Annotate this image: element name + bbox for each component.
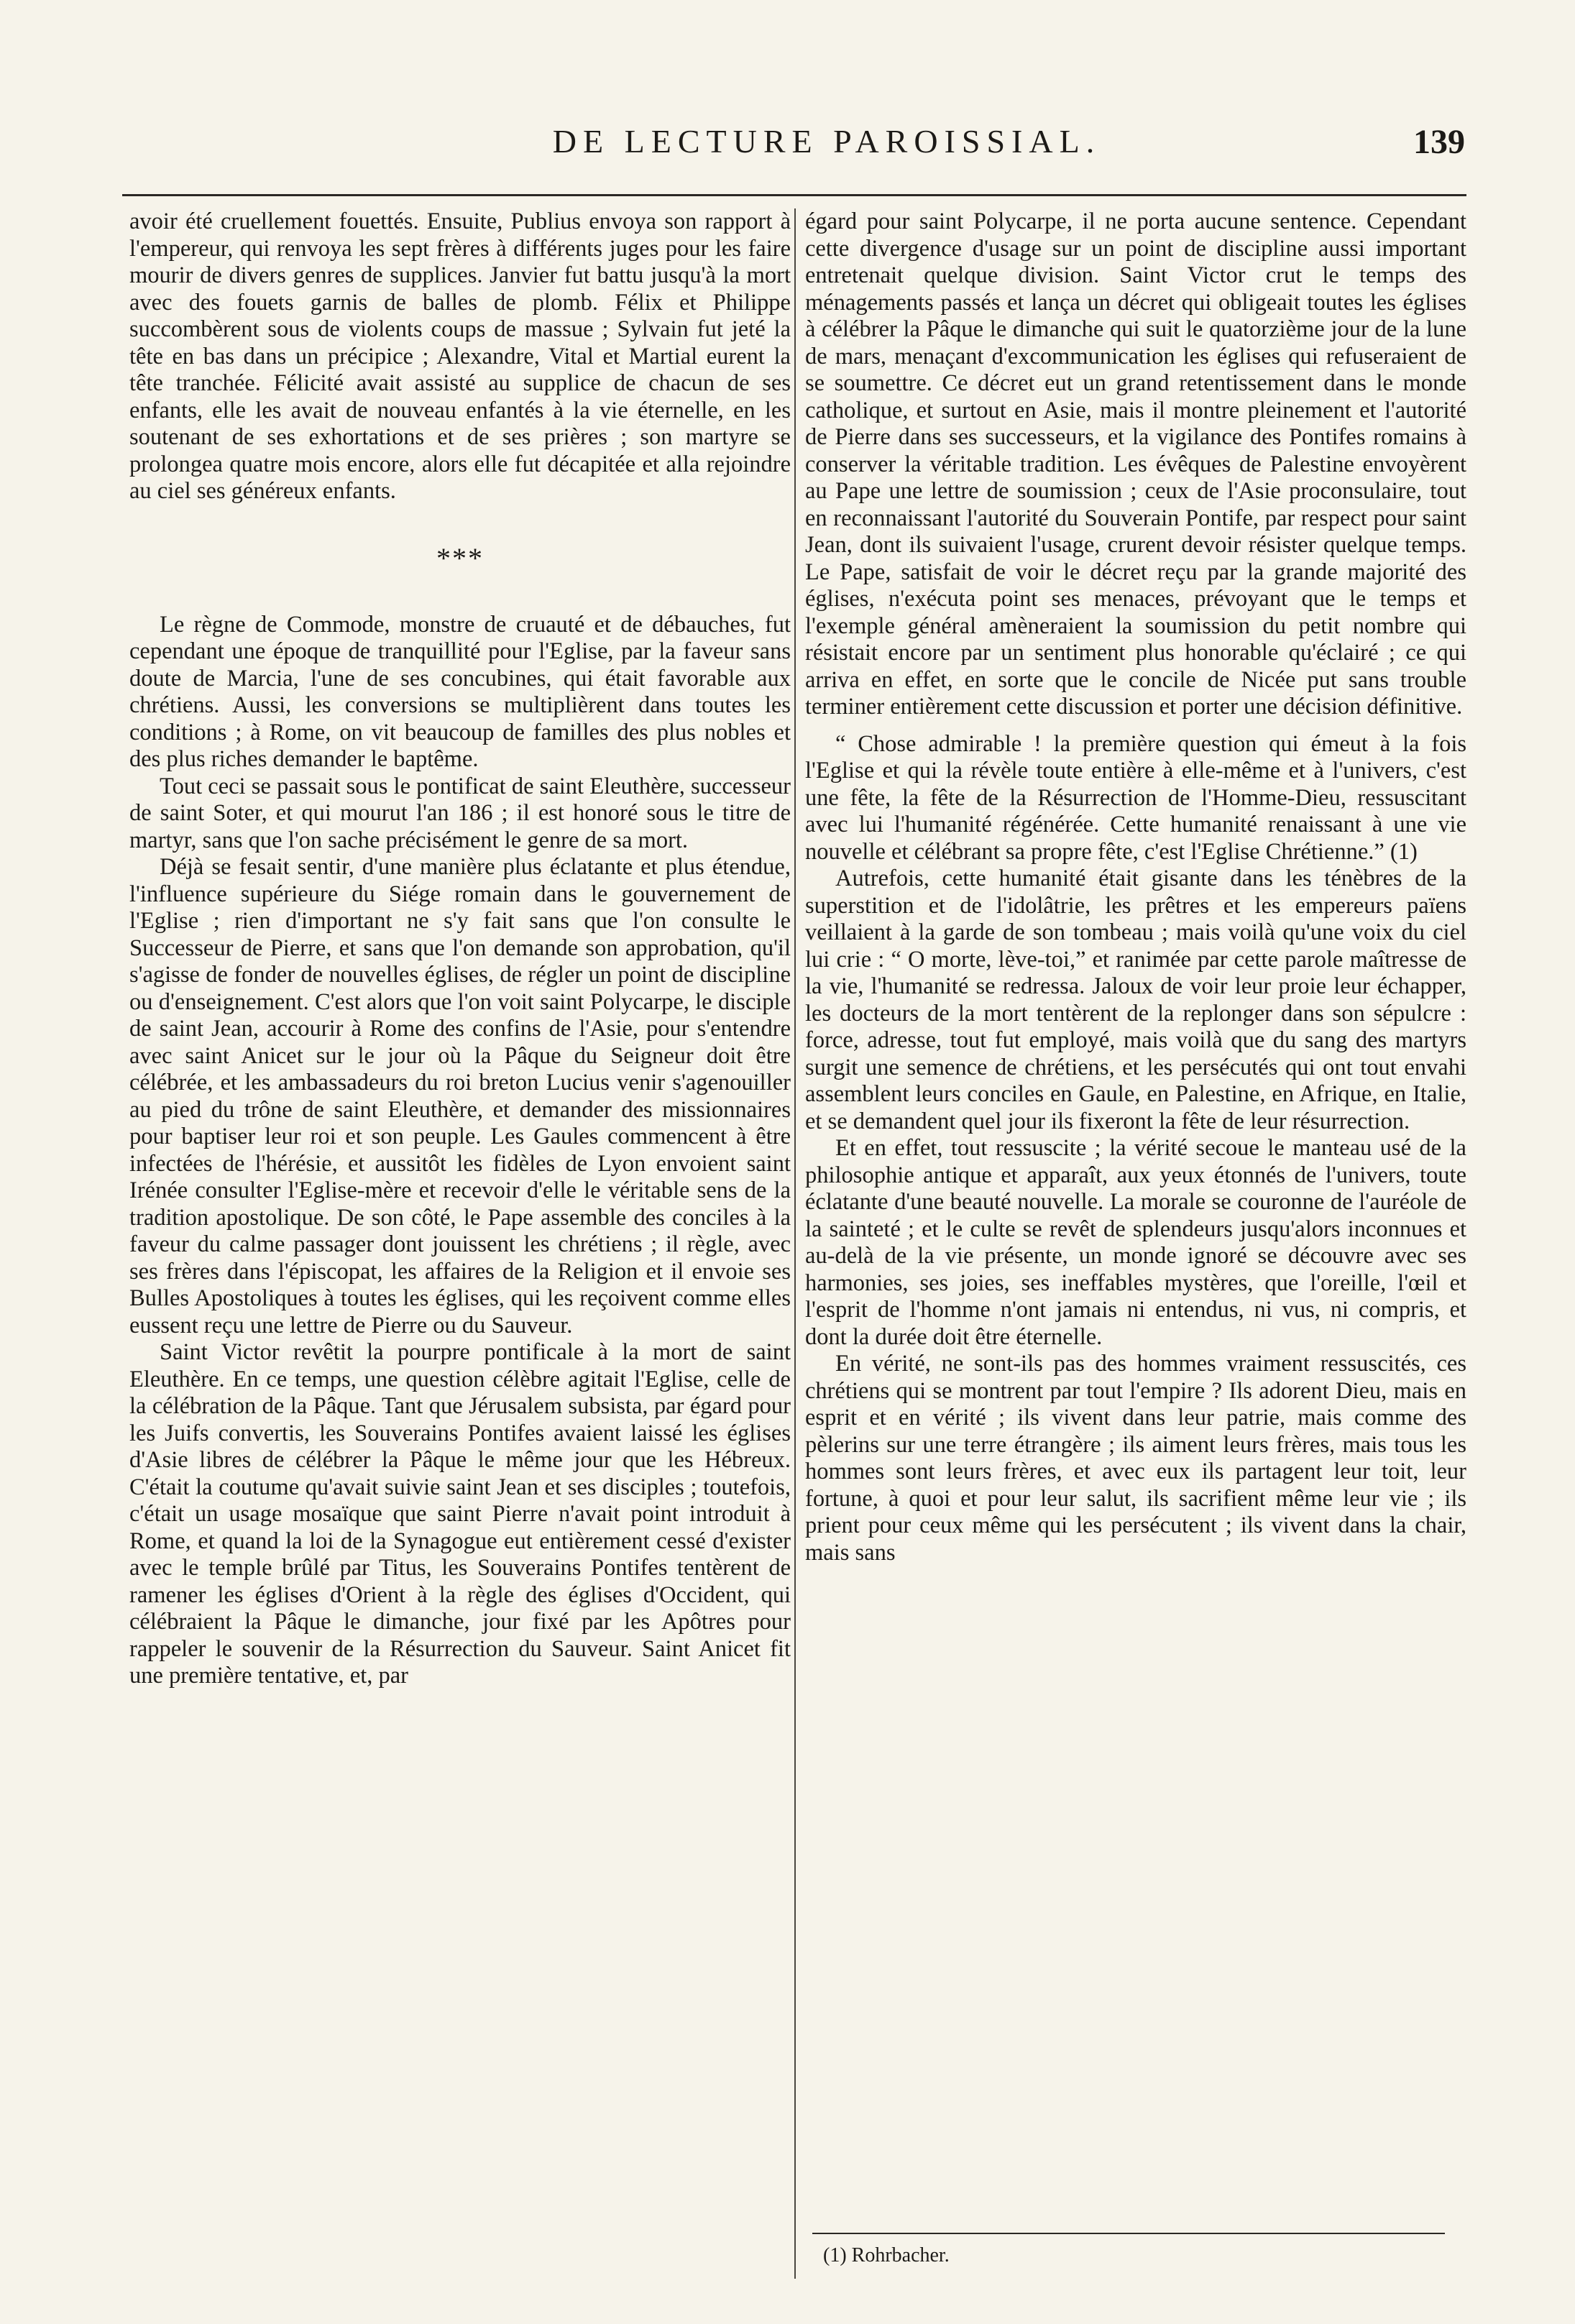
right-paragraph-4: Et en effet, tout ressuscite ; la vérité secoue le manteau usé de la philosophie antique et apparaît, aux yeux étonnés de l'univers, toute éclatante d'une beauté nouvelle. La morale se couronne de l'auréole de la sainteté ; et le culte se revêt de splendeurs jusqu'alors inconnues et au-delà de la vie présente, un monde ignoré se découvre avec ses harmonies, ses joies, ses ineffables mystères, que l'oreille, l'œil et l'esprit de l'homme n'ont jamais ni entendus, ni vus, ni compris, et dont la durée doit être éternelle.	[805, 1135, 1466, 1350]
running-head	[0, 122, 1575, 173]
left-paragraph-1: avoir été cruellement fouettés. Ensuite, Publius envoya son rapport à l'empereur, qui renvoya les sept frères à différents juges pour les faire mourir de divers genres de supplices. Janvier fut battu jusqu'à la mort avec des fouets garnis de balles de plomb. Félix et Philippe succombèrent sous de violents coups de massue ; Sylvain fut jeté la tête en bas dans un précipice ; Alexandre, Vital et Martial eurent la tête tranchée. Félicité avait assisté au supplice de chacun de ses enfants, elle les avait de nouveau enfantés à la vie éternelle, en les soutenant de ses exhortations et de ses prières ; son martyre se prolongea quatre mois encore, alors elle fut décapitée et alla rejoindre au ciel ses généreux enfants.	[129, 208, 791, 504]
left-paragraph-5: Saint Victor revêtit la pourpre pontificale à la mort de saint Eleuthère. En ce temps, une question célèbre agitait l'Eglise, celle de la célébration de la Pâque. Tant que Jérusalem subsista, par égard pour les Juifs convertis, les Souverains Pontifes avaient laissé les églises d'Asie libres de célébrer la Pâque le même jour que les Hébreux. C'était la coutume qu'avait suivie saint Jean et ses disciples ; toutefois, c'était un usage mosaïque que saint Pierre n'avait point introduit à Rome, et quand la loi de la Synagogue eut entièrement cessé d'exister avec le temple brûlé par Titus, les Souverains Pontifes tentèrent de ramener les églises d'Orient à la règle des églises d'Occident, qui célébraient la Pâque le dimanche, jour fixé par les Apôtres pour rappeler le souvenir de la Résurrection du Sauveur. Saint Anicet fit une première tentative, et, par	[129, 1339, 791, 1689]
left-paragraph-4: Déjà se fesait sentir, d'une manière plus éclatante et plus étendue, l'influence supérieure du Siége romain dans le gouvernement de l'Eglise ; rien d'important ne s'y fait sans que l'on consulte le Successeur de Pierre, et sans que l'on demande son approbation, qu'il s'agisse de fonder de nouvelles églises, de régler un point de discipline ou d'enseignement. C'est alors que l'on voit saint Polycarpe, le disciple de saint Jean, accourir à Rome des confins de l'Asie, pour s'entendre avec saint Anicet sur le jour où la Pâque du Seigneur doit être célébrée, et les ambassadeurs du roi breton Lucius venir s'agenouiller au pied du trône de saint Eleuthère, et demander des missionnaires pour baptiser leur roi et son peuple. Les Gaules commencent à être infectées de l'hérésie, et aussitôt les fidèles de Lyon envoient saint Irénée consulter l'Eglise-mère et recevoir d'elle le véritable sens de la tradition apostolique. De son côté, le Pape assemble des conciles à la faveur du calme passager dont jouissent les chrétiens ; il règle, avec ses frères dans l'épiscopat, les affaires de la Religion et il envoie ses Bulles Apostoliques à toutes les églises, qui les reçoivent comme elles eussent reçu une lettre de Pierre ou du Sauveur.	[129, 854, 791, 1338]
running-title: DE LECTURE PAROISSIAL.	[552, 123, 1101, 160]
left-column	[129, 208, 791, 2272]
right-paragraph-3: Autrefois, cette humanité était gisante dans les ténèbres de la superstition et de l'idolâtrie, les prêtres et les empereurs païens veillaient à la garde de son tombeau ; mais voilà qu'une voix du ciel lui crie : “ O morte, lève-toi,” et ranimée par cette parole maîtresse de la vie, l'humanité se redressa. Jaloux de voir leur proie leur échapper, les docteurs de la mort tentèrent de la replonger dans son sépulcre : force, adresse, tout fut employé, mais voilà que du sang des martyrs surgit une semence de chrétiens, et les persécutés qui ont tout envahi assemblent leurs conciles en Gaule, en Palestine, en Afrique, en Italie, et se demandent quel jour ils fixeront la fête de leur résurrection.	[805, 865, 1466, 1134]
footnote-rule	[812, 2233, 1445, 2234]
column-divider	[794, 208, 796, 2279]
left-paragraph-3: Tout ceci se passait sous le pontificat de saint Eleuthère, successeur de saint Soter, et qui mourut l'an 186 ; il est honoré sous le titre de martyr, sans que l'on sache précisément le genre de sa mort.	[129, 773, 791, 853]
right-paragraph-1: égard pour saint Polycarpe, il ne porta aucune sentence. Cependant cette divergence d'usage sur un point de discipline aussi important entretenait quelque division. Saint Victor crut le temps des ménagements passés et lança un décret qui obligeait toutes les églises à célébrer la Pâque le dimanche qui suit le quatorzième jour de la lune de mars, menaçant d'excommunication les églises qui refuseraient de se soumettre. Ce décret eut un grand retentissement dans le monde catholique, et surtout en Asie, mais il montre pleinement et l'autorité de Pierre dans ses successeurs, et la vigilance des Pontifes romains à conserver la véritable tradition. Les évêques de Palestine envoyèrent au Pape une lettre de soumission ; ceux de l'Asie proconsulaire, tout en reconnaissant l'autorité du Souverain Pontife, par respect pour saint Jean, dont ils suivaient l'usage, crurent devoir résister quelque temps. Le Pape, satisfait de voir le décret reçu par la grande majorité des églises, n'exécuta point ses menaces, prévoyant que le temps et l'exemple général amèneraient la soumission du petit nombre qui résistait encore par un sentiment plus honorable qu'éclairé ; ce qui arriva en effet, en sorte que le concile de Nicée put sans trouble terminer entièrement cette discussion et porter une décision définitive.	[805, 208, 1466, 720]
right-paragraph-5: En vérité, ne sont-ils pas des hommes vraiment ressuscités, ces chrétiens qui se montrent par tout l'empire ? Ils adorent Dieu, mais en esprit et en vérité ; ils vivent dans leur patrie, mais comme des pèlerins sur une terre étrangère ; ils aiment leurs frères, mais tous les hommes sont leurs frères, et avec eux ils partagent leur toit, leur fortune, à quoi et pour leur salut, ils sacrifient même leur vie ; ils prient pour ceux même qui les persécutent ; ils vivent dans la chair, mais sans	[805, 1351, 1466, 1566]
right-paragraph-2-quote: “ Chose admirable ! la première question qui émeut à la fois l'Eglise et qui la révèle toute entière à elle-même et à l'univers, c'est une fête, la fête de la Résurrection de l'Homme-Dieu, ressuscitant avec lui l'humanité régénérée. Cette humanité renaissant à une vie nouvelle et célébrant sa propre fête, c'est l'Eglise Chrétienne.” (1)	[805, 730, 1466, 865]
right-column	[805, 208, 1466, 2272]
footnote: (1) Rohrbacher.	[823, 2244, 950, 2266]
left-paragraph-2: Le règne de Commode, monstre de cruauté et de débauches, fut cependant une époque de tranquillité pour l'Eglise, par la faveur sans doute de Marcia, l'une de ses concubines, qui était favorable aux chrétiens. Aussi, les conversions se multiplièrent dans toutes les conditions ; à Rome, on vit beaucoup de familles des plus nobles et des plus riches demander le baptême.	[129, 611, 791, 772]
section-asterism: ***	[436, 541, 484, 574]
header-rule	[122, 194, 1466, 196]
page-number: 139	[1413, 123, 1465, 161]
